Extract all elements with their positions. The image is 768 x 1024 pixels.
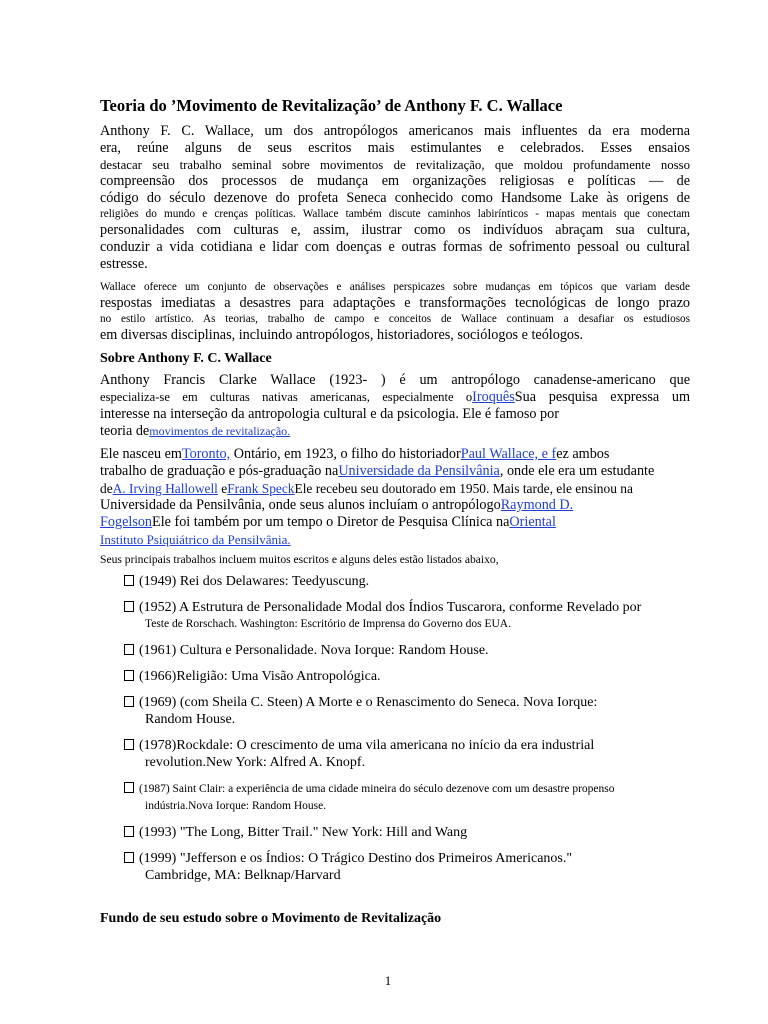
work-continuation: Cambridge, MA: Belknap/Harvard bbox=[145, 868, 341, 883]
checkbox-bullet-icon bbox=[124, 644, 134, 655]
paul-wallace-link[interactable]: Paul Wallace, e f bbox=[460, 446, 557, 462]
work-title: (1961) Cultura e Personalidade. Nova Iorque: Random House. bbox=[139, 643, 489, 658]
born-text: de bbox=[100, 481, 113, 496]
text-line: estresse. bbox=[100, 256, 148, 272]
checkbox-bullet-icon bbox=[124, 852, 134, 863]
about-line bbox=[100, 372, 690, 389]
about-paragraph bbox=[100, 372, 690, 440]
intro-paragraph-2 bbox=[100, 280, 690, 344]
work-item bbox=[124, 780, 690, 815]
checkbox-bullet-icon bbox=[124, 601, 134, 612]
born-text: trabalho de graduação e pós-graduação na bbox=[100, 463, 339, 479]
work-continuation: Teste de Rorschach. Washington: Escritório de Imprensa do Governo dos EUA. bbox=[145, 618, 511, 630]
born-text: e bbox=[217, 481, 228, 496]
speck-link[interactable]: Frank Speck bbox=[227, 481, 295, 496]
about-text: interesse na interseção da antropologia cultural e da psicologia. Ele é famoso por bbox=[100, 406, 559, 422]
work-title: (1987) Saint Clair: a experiência de uma cidade mineira do século dezenove com um desastre propenso bbox=[139, 783, 615, 795]
work-item bbox=[124, 737, 690, 771]
born-text: Universidade da Pensilvânia, onde seus alunos incluíam o antropólogo bbox=[100, 497, 501, 513]
work-item bbox=[124, 573, 690, 590]
institute-link[interactable]: Instituto Psiquiátrico da Pensilvânia. bbox=[100, 532, 291, 547]
text-line: respostas imediatas a desastres para adaptações e transformações tecnológicas de longo prazo bbox=[100, 295, 690, 311]
raymond-link[interactable]: Raymond D. bbox=[500, 497, 574, 513]
born-text: Ontário, em 1923, o filho do historiador bbox=[230, 446, 461, 462]
hallowell-link[interactable]: A. Irving Hallowell bbox=[112, 481, 218, 496]
checkbox-bullet-icon bbox=[124, 670, 134, 681]
about-line bbox=[100, 389, 690, 406]
document-page bbox=[100, 96, 690, 893]
work-title: (1999) "Jefferson e os Índios: O Trágico Destino dos Primeiros Americanos." bbox=[139, 851, 573, 866]
work-title: (1952) A Estrutura de Personalidade Modal dos Índios Tuscarora, conforme Revelado por bbox=[139, 600, 642, 615]
work-item bbox=[124, 824, 690, 841]
work-continuation: indústria.Nova Iorque: Random House. bbox=[145, 800, 327, 812]
work-title: (1993) "The Long, Bitter Trail." New York: Hill and Wang bbox=[139, 825, 468, 840]
born-line bbox=[100, 480, 690, 497]
text-line: no estilo artístico. As teorias, trabalho de campo e conceitos de Wallace continuam a desafiar os estudiosos bbox=[100, 313, 690, 325]
work-item bbox=[124, 642, 690, 659]
works-intro: Seus principais trabalhos incluem muitos escritos e alguns deles estão listados abaixo, bbox=[100, 553, 499, 566]
born-text: Ele recebeu seu doutorado em 1950. Mais tarde, ele ensinou na bbox=[294, 481, 633, 496]
text-line: código do século dezenove do profeta Seneca conhecido como Handsome Lake às origens de bbox=[100, 190, 690, 206]
born-text: , onde ele era um estudante bbox=[499, 463, 655, 479]
checkbox-bullet-icon bbox=[124, 826, 134, 837]
checkbox-bullet-icon bbox=[124, 782, 134, 793]
text-line: destacar seu trabalho seminal sobre movimentos de revitalização, que moldou profundamente nosso bbox=[100, 158, 690, 172]
upenn-link[interactable]: Universidade da Pensilvânia bbox=[338, 463, 500, 479]
born-text: Ele foi também por um tempo o Diretor de Pesquisa Clínica na bbox=[152, 514, 510, 530]
work-title: (1949) Rei dos Delawares: Teedyuscung. bbox=[139, 574, 370, 589]
text-line: Anthony F. C. Wallace, um dos antropólogos americanos mais influentes da era moderna bbox=[100, 123, 690, 139]
born-text: Ele nasceu em bbox=[100, 446, 182, 462]
born-line bbox=[100, 531, 690, 548]
about-text: teoria de bbox=[100, 423, 150, 439]
work-title: (1978)Rockdale: O crescimento de uma vila americana no início da era industrial bbox=[139, 738, 595, 753]
text-line: personalidades com culturas e, assim, ilustrar como os indivíduos abraçam sua cultura, bbox=[100, 222, 690, 238]
fogelson-link[interactable]: Fogelson bbox=[100, 514, 153, 530]
about-heading: Sobre Anthony F. C. Wallace bbox=[100, 351, 272, 366]
work-continuation: revolution.New York: Alfred A. Knopf. bbox=[145, 755, 366, 770]
works-list bbox=[100, 573, 690, 884]
iroquois-link[interactable]: Iroquês bbox=[472, 389, 515, 405]
work-item bbox=[124, 694, 690, 728]
work-item bbox=[124, 599, 690, 633]
born-text: ez ambos bbox=[556, 446, 610, 462]
born-paragraph bbox=[100, 446, 690, 548]
text-line: era, reúne alguns de seus escritos mais estimulantes e celebrados. Esses ensaios bbox=[100, 140, 690, 156]
text-line: Wallace oferece um conjunto de observações e análises perspicazes sobre mudanças em tópicos que variam desde bbox=[100, 281, 690, 293]
born-line bbox=[100, 497, 690, 514]
toronto-link[interactable]: Toronto, bbox=[181, 446, 231, 462]
work-title: (1969) (com Sheila C. Steen) A Morte e o Renascimento do Seneca. Nova Iorque: bbox=[139, 695, 598, 710]
born-line bbox=[100, 463, 690, 480]
about-text: especializa-se em culturas nativas americanas, especialmente o bbox=[100, 390, 473, 404]
work-item bbox=[124, 850, 690, 884]
checkbox-bullet-icon bbox=[124, 696, 134, 707]
page-title: Teoria do ’Movimento de Revitalização’ de Anthony F. C. Wallace bbox=[100, 96, 563, 115]
born-line bbox=[100, 514, 690, 531]
born-line bbox=[100, 446, 690, 463]
work-title: (1966)Religião: Uma Visão Antropológica. bbox=[139, 669, 381, 684]
oriental-link[interactable]: Oriental bbox=[509, 514, 556, 530]
about-line bbox=[100, 406, 690, 423]
page-number: 1 bbox=[384, 973, 392, 988]
revitalization-link[interactable]: movimentos de revitalização. bbox=[149, 424, 291, 438]
background-heading: Fundo de seu estudo sobre o Movimento de Revitalização bbox=[100, 911, 442, 926]
checkbox-bullet-icon bbox=[124, 575, 134, 586]
work-item bbox=[124, 668, 690, 685]
about-line bbox=[100, 423, 690, 440]
intro-paragraph bbox=[100, 123, 690, 273]
text-line: conduzir a vida cotidiana e lidar com doenças e outras formas de sofrimento pessoal ou cultural bbox=[100, 239, 690, 255]
text-line: compreensão dos processos de mudança em organizações religiosas e políticas — de bbox=[100, 173, 690, 189]
text-line: em diversas disciplinas, incluindo antropólogos, historiadores, sociólogos e teólogos. bbox=[100, 327, 584, 343]
text-line: religiões do mundo e crenças políticas. Wallace também discute caminhos labirínticos - mapas mentais que conectam bbox=[100, 208, 690, 220]
work-continuation: Random House. bbox=[145, 712, 236, 727]
checkbox-bullet-icon bbox=[124, 739, 134, 750]
about-text: Sua pesquisa expressa um bbox=[514, 389, 691, 405]
about-text: Anthony Francis Clarke Wallace (1923- ) é um antropólogo canadense-americano que bbox=[100, 372, 690, 388]
